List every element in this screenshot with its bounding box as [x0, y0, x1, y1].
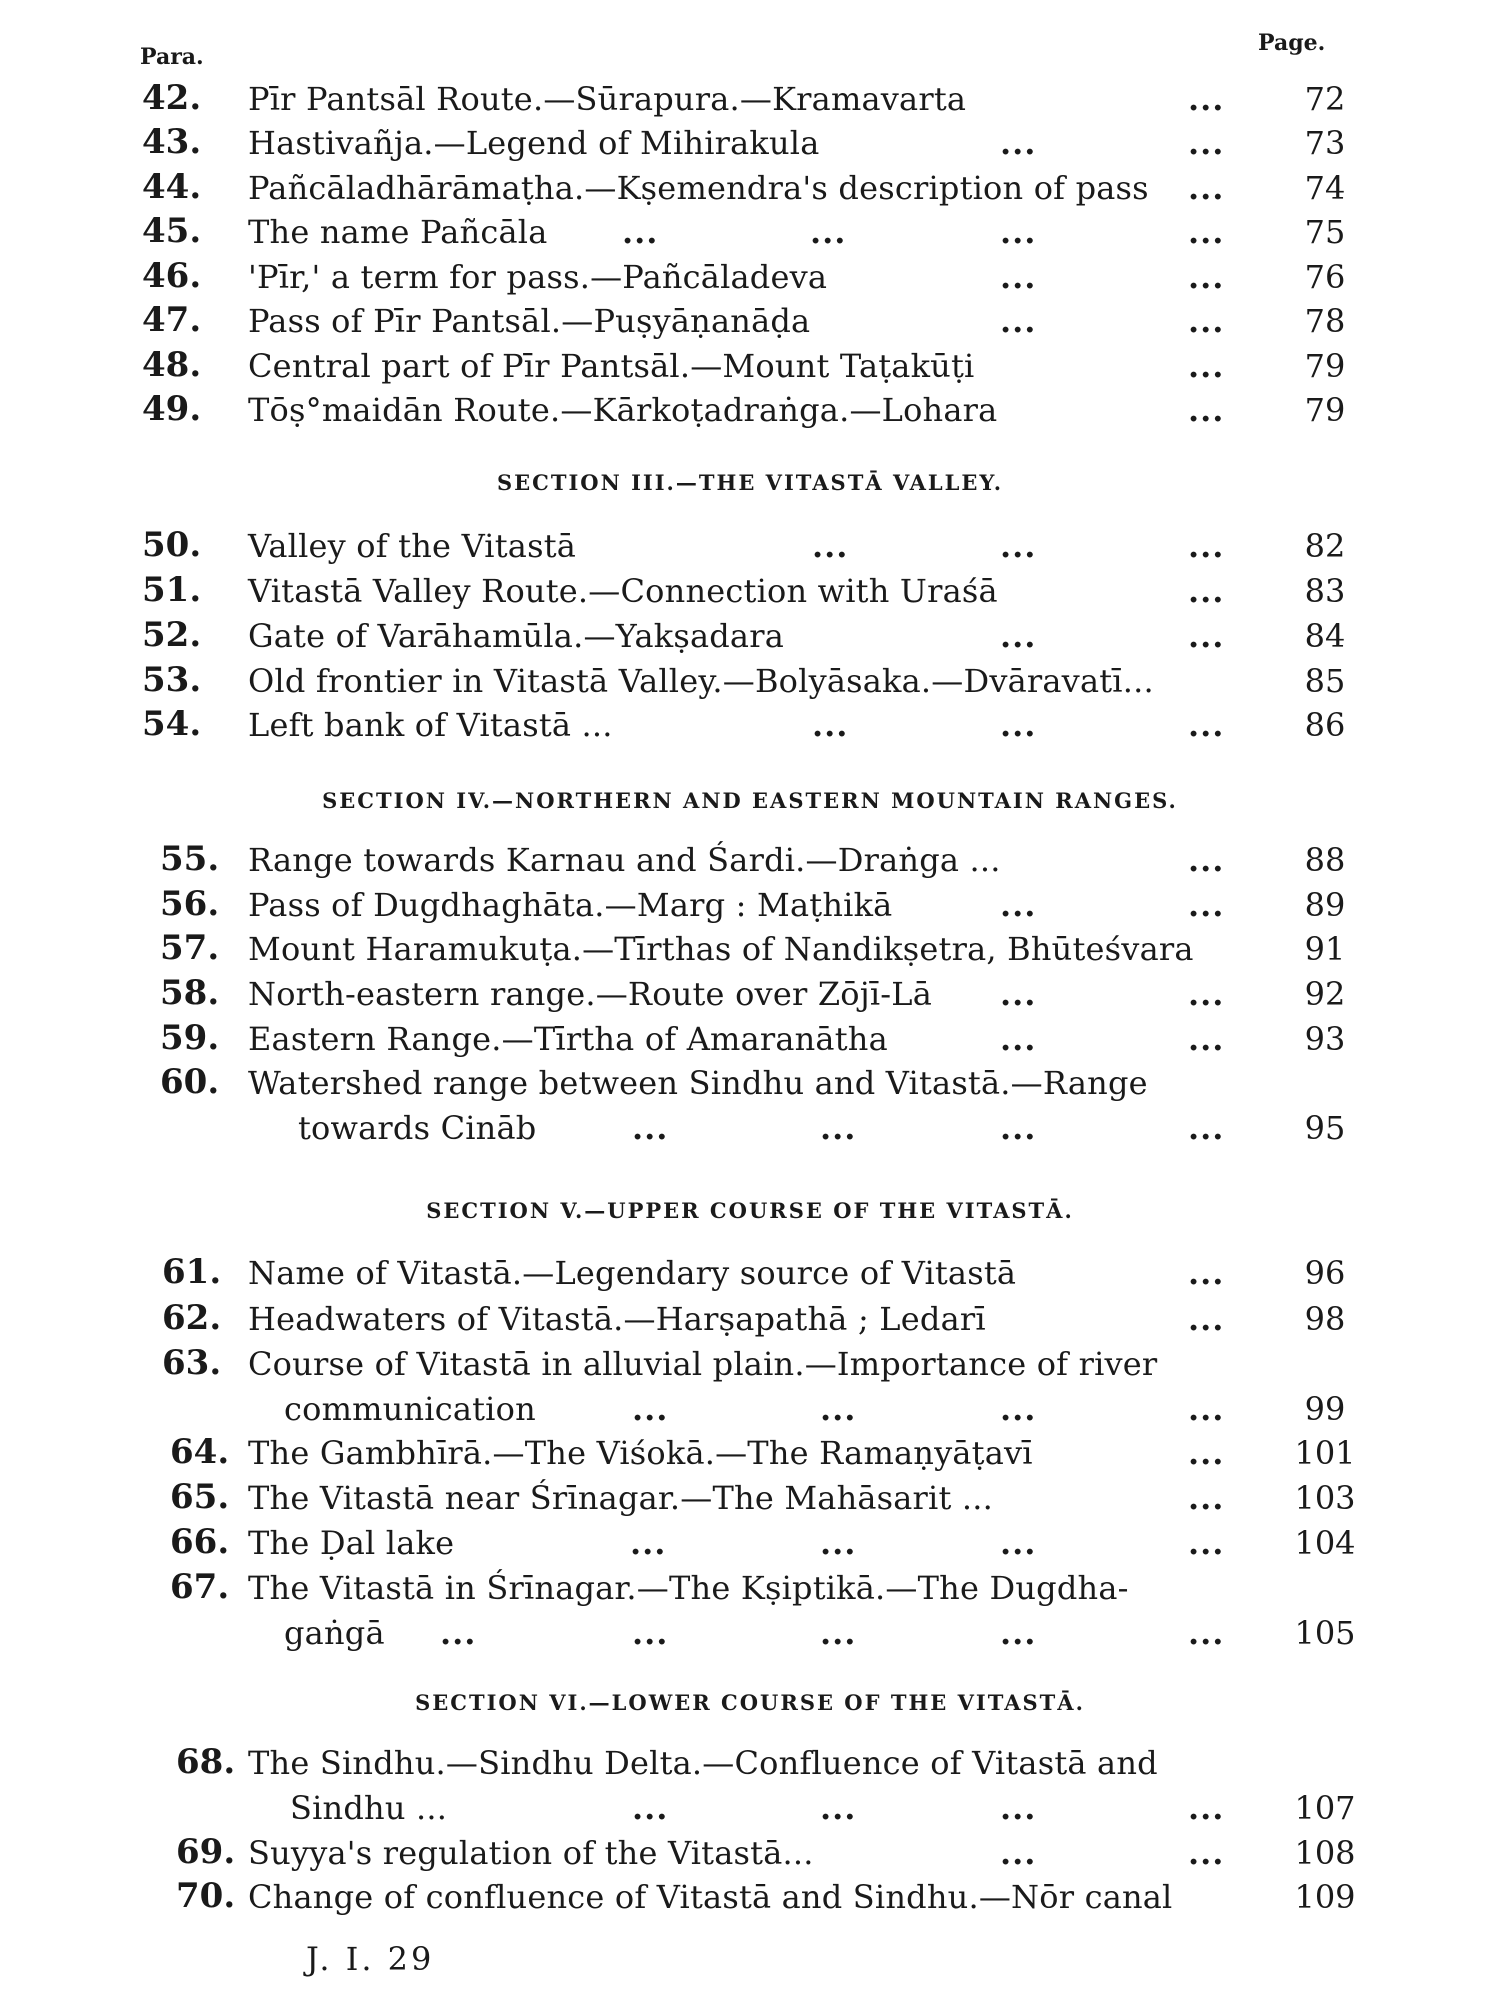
signature-mark: J. I. 29	[306, 1940, 435, 1978]
entry-title: 'Pīr,' a term for pass.—Pañcāladeva	[248, 258, 828, 296]
dot-leader: ...	[1000, 124, 1037, 162]
page-number: 76	[1304, 258, 1346, 296]
toc-entry	[0, 169, 1500, 213]
para-number: 61.	[162, 1252, 222, 1292]
entry-title-continued: Sindhu ...	[290, 1789, 448, 1827]
toc-entry	[0, 391, 1500, 435]
entry-title: Headwaters of Vitastā.—Harṣapathā ; Ledarī	[248, 1300, 986, 1338]
page-number: 74	[1304, 169, 1346, 207]
page-number: 83	[1304, 572, 1346, 610]
para-number: 48.	[142, 345, 202, 385]
dot-leader: ...	[1188, 1390, 1225, 1428]
dot-leader: ...	[1188, 706, 1225, 744]
dot-leader: ...	[1188, 391, 1225, 429]
entry-title: Gate of Varāhamūla.—Yakṣadara	[248, 617, 784, 655]
para-number: 53.	[142, 660, 202, 700]
para-number: 58.	[160, 973, 220, 1013]
entry-title: Valley of the Vitastā	[248, 527, 577, 565]
entry-title: Pass of Dugdhaghāta.—Marg : Maṭhikā	[248, 886, 893, 924]
toc-entry	[0, 1524, 1500, 1568]
entry-title: Pañcāladhārāmaṭha.—Kṣemendra's description of pass	[248, 169, 1149, 207]
dot-leader: ...	[820, 1524, 857, 1562]
para-number: 66.	[170, 1522, 230, 1562]
entry-title: The Gambhīrā.—The Viśokā.—The Ramaṇyāṭavī	[248, 1434, 1033, 1472]
dot-leader: ...	[1188, 841, 1225, 879]
toc-entry	[0, 124, 1500, 168]
dot-leader: ...	[1000, 258, 1037, 296]
dot-leader: ...	[1188, 975, 1225, 1013]
entry-title: The Vitastā in Śrīnagar.—The Kṣiptikā.—The Dugdha-	[248, 1569, 1129, 1607]
entry-title-continued: gaṅgā	[284, 1614, 385, 1652]
toc-entry	[0, 527, 1500, 571]
dot-leader: ...	[812, 706, 849, 744]
entry-title: The Vitastā near Śrīnagar.—The Mahāsarit ...	[248, 1479, 994, 1517]
toc-entry	[0, 1064, 1500, 1108]
dot-leader: ...	[820, 1614, 857, 1652]
dot-leader: ...	[622, 213, 659, 251]
entry-title: Mount Haramukuṭa.—Tīrthas of Nandikṣetra, Bhūteśvara	[248, 930, 1194, 968]
page-number: 75	[1304, 213, 1346, 251]
dot-leader: ...	[1000, 1614, 1037, 1652]
toc-entry	[0, 1479, 1500, 1523]
dot-leader: ...	[1000, 213, 1037, 251]
page-number: 79	[1304, 391, 1346, 429]
para-number: 42.	[142, 78, 202, 118]
dot-leader: ...	[1188, 1434, 1225, 1472]
toc-entry	[0, 302, 1500, 346]
para-number: 65.	[170, 1477, 230, 1517]
dot-leader: ...	[1188, 1834, 1225, 1872]
toc-entry	[0, 841, 1500, 885]
dot-leader: ...	[812, 527, 849, 565]
page-number: 88	[1304, 841, 1346, 879]
para-number: 49.	[142, 389, 202, 429]
section-heading: SECTION III.—THE VITASTĀ VALLEY.	[496, 470, 1004, 495]
toc-entry-continuation	[0, 1390, 1500, 1434]
toc-entry	[0, 1834, 1500, 1878]
page-number: 108	[1294, 1834, 1356, 1872]
page-number: 93	[1304, 1020, 1346, 1058]
dot-leader: ...	[820, 1109, 857, 1147]
page-number: 103	[1294, 1479, 1356, 1517]
entry-title: Tōṣ°maidān Route.—Kārkoṭadraṅga.—Lohara	[248, 391, 998, 429]
page-number: 109	[1294, 1878, 1356, 1916]
entry-title: Course of Vitastā in alluvial plain.—Importance of river	[248, 1345, 1158, 1383]
dot-leader: ...	[1000, 527, 1037, 565]
dot-leader: ...	[1000, 1789, 1037, 1827]
dot-leader: ...	[1000, 975, 1037, 1013]
dot-leader: ...	[1188, 124, 1225, 162]
dot-leader: ...	[630, 1524, 667, 1562]
dot-leader: ...	[1188, 1300, 1225, 1338]
dot-leader: ...	[1188, 1614, 1225, 1652]
entry-title: Watershed range between Sindhu and Vitastā.—Range	[248, 1064, 1148, 1102]
page-number: 82	[1304, 527, 1346, 565]
para-number: 56.	[160, 884, 220, 924]
dot-leader: ...	[810, 213, 847, 251]
dot-leader: ...	[1188, 527, 1225, 565]
dot-leader: ...	[1188, 572, 1225, 610]
page-number: 107	[1294, 1789, 1356, 1827]
dot-leader: ...	[1000, 617, 1037, 655]
toc-entry	[0, 1345, 1500, 1389]
dot-leader: ...	[1188, 617, 1225, 655]
page-number: 96	[1304, 1254, 1346, 1292]
toc-entry-continuation	[0, 1614, 1500, 1658]
entry-title: Old frontier in Vitastā Valley.—Bolyāsaka.—Dvāravatī...	[248, 662, 1154, 700]
para-column-header: Para.	[140, 44, 204, 70]
dot-leader: ...	[632, 1789, 669, 1827]
dot-leader: ...	[1188, 302, 1225, 340]
toc-entry	[0, 662, 1500, 706]
entry-title: Central part of Pīr Pantsāl.—Mount Taṭakūṭi	[248, 347, 975, 385]
dot-leader: ...	[1188, 80, 1225, 118]
toc-entry	[0, 258, 1500, 302]
entry-title: The name Pañcāla	[248, 213, 548, 251]
page-number: 98	[1304, 1300, 1346, 1338]
toc-entry	[0, 975, 1500, 1019]
para-number: 55.	[160, 839, 220, 879]
section-heading: SECTION VI.—LOWER COURSE OF THE VITASTĀ.	[415, 1690, 1085, 1715]
para-number: 70.	[176, 1876, 236, 1916]
dot-leader: ...	[632, 1109, 669, 1147]
dot-leader: ...	[1188, 1479, 1225, 1517]
para-number: 68.	[176, 1742, 236, 1782]
page-number: 89	[1304, 886, 1346, 924]
page-number: 86	[1304, 706, 1346, 744]
para-number: 46.	[142, 256, 202, 296]
dot-leader: ...	[1188, 258, 1225, 296]
page-number: 92	[1304, 975, 1346, 1013]
para-number: 45.	[142, 211, 202, 251]
entry-title: North-eastern range.—Route over Zōjī-Lā	[248, 975, 933, 1013]
entry-title: Name of Vitastā.—Legendary source of Vitastā	[248, 1254, 1017, 1292]
dot-leader: ...	[1188, 1524, 1225, 1562]
section-heading: SECTION IV.—NORTHERN AND EASTERN MOUNTAIN RANGES.	[322, 788, 1178, 813]
para-number: 54.	[142, 704, 202, 744]
entry-title: The Sindhu.—Sindhu Delta.—Confluence of Vitastā and	[248, 1744, 1158, 1782]
entry-title-continued: communication	[284, 1390, 536, 1428]
dot-leader: ...	[440, 1614, 477, 1652]
page-number: 104	[1294, 1524, 1356, 1562]
para-number: 62.	[162, 1298, 222, 1338]
entry-title: Suyya's regulation of the Vitastā...	[248, 1834, 814, 1872]
toc-entry	[0, 213, 1500, 257]
entry-title: Pīr Pantsāl Route.—Sūrapura.—Kramavarta	[248, 80, 967, 118]
dot-leader: ...	[1188, 886, 1225, 924]
para-number: 50.	[142, 525, 202, 565]
para-number: 69.	[176, 1832, 236, 1872]
para-number: 51.	[142, 570, 202, 610]
toc-entry	[0, 1254, 1500, 1298]
toc-entry	[0, 572, 1500, 616]
dot-leader: ...	[1000, 706, 1037, 744]
dot-leader: ...	[1000, 302, 1037, 340]
toc-entry	[0, 1569, 1500, 1613]
page-number: 84	[1304, 617, 1346, 655]
toc-entry	[0, 1744, 1500, 1788]
dot-leader: ...	[1188, 1109, 1225, 1147]
dot-leader: ...	[1188, 169, 1225, 207]
toc-entry	[0, 1434, 1500, 1478]
toc-entry	[0, 347, 1500, 391]
entry-title: Change of confluence of Vitastā and Sindhu.—Nōr canal	[248, 1878, 1173, 1916]
toc-entry	[0, 706, 1500, 750]
para-number: 43.	[142, 122, 202, 162]
page-number: 101	[1294, 1434, 1356, 1472]
entry-title: The Ḍal lake	[248, 1524, 455, 1562]
entry-title: Hastivañja.—Legend of Mihirakula	[248, 124, 820, 162]
dot-leader: ...	[1188, 1789, 1225, 1827]
dot-leader: ...	[820, 1789, 857, 1827]
dot-leader: ...	[1000, 886, 1037, 924]
entry-title: Range towards Karnau and Śardi.—Draṅga ...	[248, 841, 1001, 879]
toc-entry	[0, 1878, 1500, 1922]
para-number: 60.	[160, 1062, 220, 1102]
entry-title: Pass of Pīr Pantsāl.—Puṣyāṇanāḍa	[248, 302, 811, 340]
dot-leader: ...	[632, 1614, 669, 1652]
para-number: 47.	[142, 300, 202, 340]
page-column-header: Page.	[1258, 30, 1326, 56]
para-number: 59.	[160, 1018, 220, 1058]
dot-leader: ...	[1188, 347, 1225, 385]
toc-entry	[0, 886, 1500, 930]
para-number: 44.	[142, 167, 202, 207]
entry-title: Vitastā Valley Route.—Connection with Uraśā	[248, 572, 998, 610]
para-number: 64.	[170, 1432, 230, 1472]
section-heading: SECTION V.—UPPER COURSE OF THE VITASTĀ.	[426, 1198, 1074, 1223]
dot-leader: ...	[1000, 1020, 1037, 1058]
dot-leader: ...	[1000, 1834, 1037, 1872]
dot-leader: ...	[820, 1390, 857, 1428]
para-number: 57.	[160, 928, 220, 968]
page-number: 79	[1304, 347, 1346, 385]
page-number: 85	[1304, 662, 1346, 700]
dot-leader: ...	[1000, 1390, 1037, 1428]
page-number: 78	[1304, 302, 1346, 340]
para-number: 63.	[162, 1343, 222, 1383]
toc-entry-continuation	[0, 1789, 1500, 1833]
page-number: 91	[1304, 930, 1346, 968]
dot-leader: ...	[1000, 1109, 1037, 1147]
para-number: 67.	[170, 1567, 230, 1607]
toc-entry	[0, 930, 1500, 974]
dot-leader: ...	[632, 1390, 669, 1428]
toc-entry	[0, 80, 1500, 124]
toc-entry	[0, 1020, 1500, 1064]
toc-entry	[0, 1300, 1500, 1344]
entry-title-continued: towards Cināb	[298, 1109, 537, 1147]
page-number: 95	[1304, 1109, 1346, 1147]
toc-entry-continuation	[0, 1109, 1500, 1153]
page-number: 99	[1304, 1390, 1346, 1428]
entry-title: Eastern Range.—Tīrtha of Amaranātha	[248, 1020, 888, 1058]
page-number: 73	[1304, 124, 1346, 162]
dot-leader: ...	[1188, 1254, 1225, 1292]
toc-entry	[0, 617, 1500, 661]
dot-leader: ...	[1188, 213, 1225, 251]
para-number: 52.	[142, 615, 202, 655]
page-number: 72	[1304, 80, 1346, 118]
dot-leader: ...	[1000, 1524, 1037, 1562]
page-number: 105	[1294, 1614, 1356, 1652]
entry-title: Left bank of Vitastā ...	[248, 706, 613, 744]
dot-leader: ...	[1188, 1020, 1225, 1058]
